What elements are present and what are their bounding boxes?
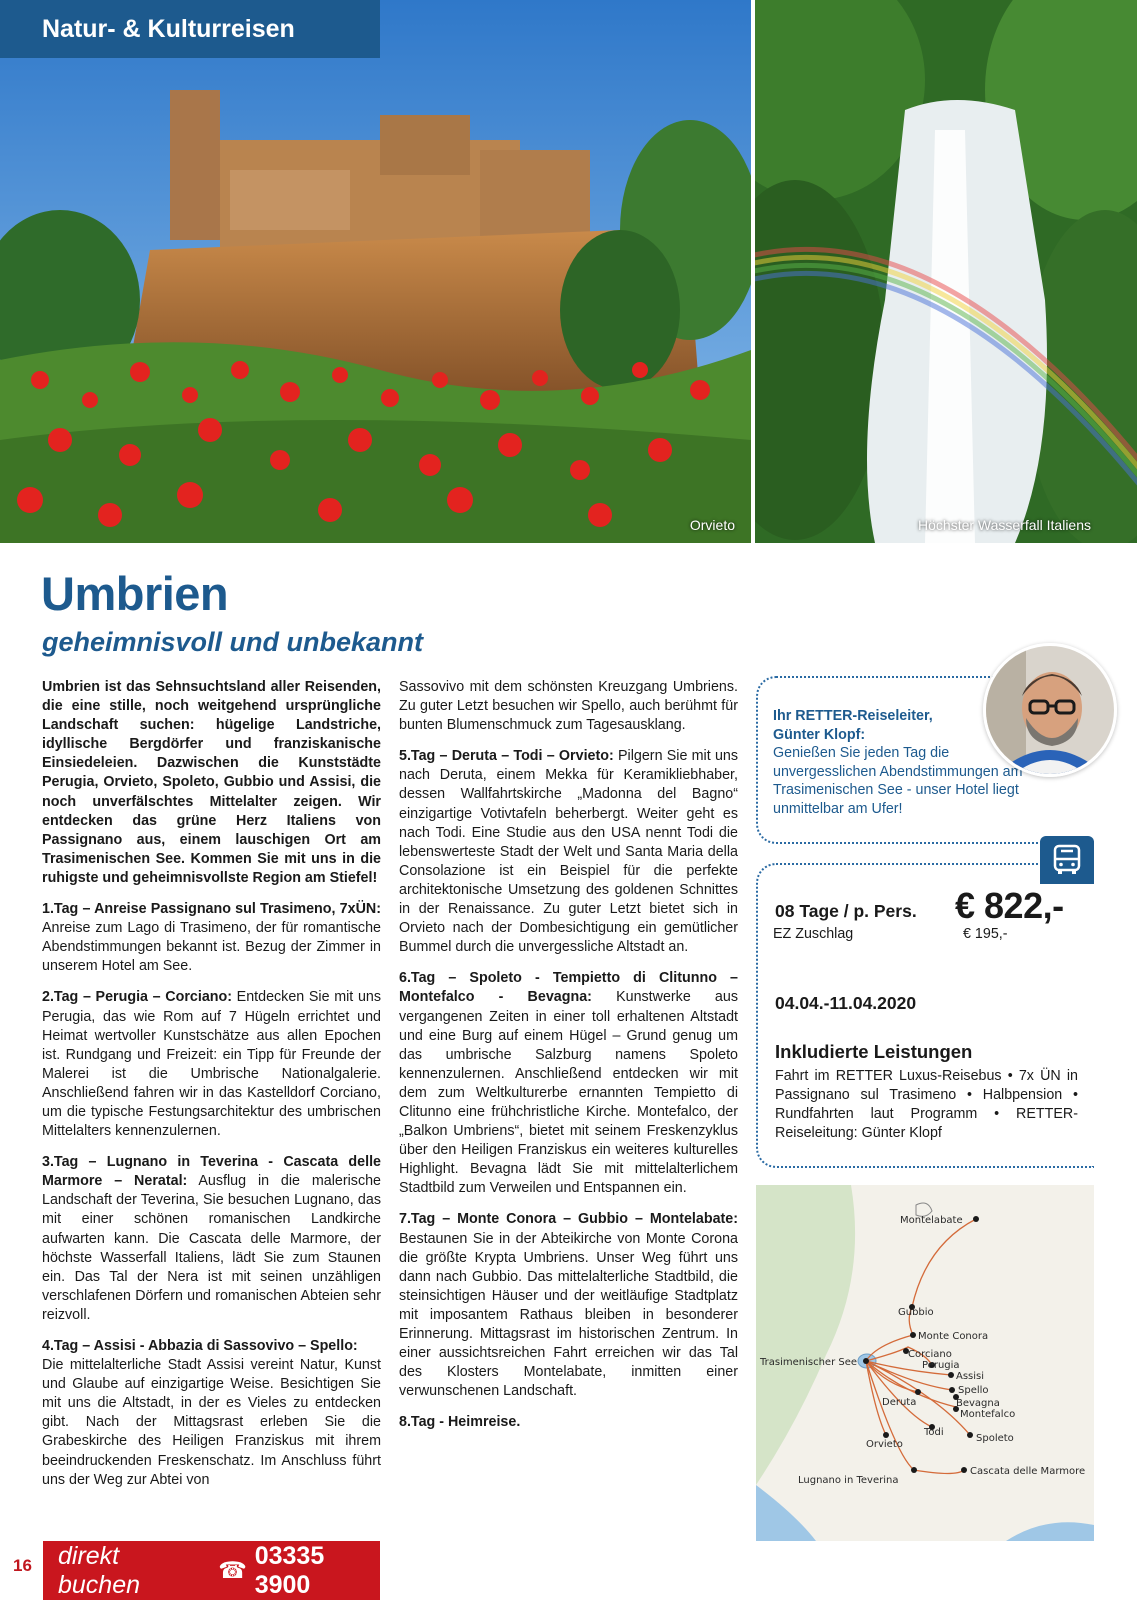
bus-icon bbox=[1040, 836, 1094, 884]
day-3 bbox=[42, 1153, 381, 1325]
day-8 bbox=[399, 1413, 738, 1432]
map-label-corciano: Corciano bbox=[908, 1349, 952, 1360]
day-4-text-part2: Sassovivo mit dem schönsten Kreuzgang Umbriens. Zu guter Letzt besuchen wir Spello, auch berühmt für bunten Blumenschmuck zum Tagesausklang. bbox=[399, 679, 738, 734]
day-4-heading: 4.Tag – Assisi - Abbazia di Sassovivo – Spello: bbox=[42, 1338, 358, 1354]
booking-bar[interactable] bbox=[43, 1541, 380, 1600]
text-column-2 bbox=[399, 678, 738, 1444]
text-column-1 bbox=[42, 678, 381, 1502]
map-label-deruta: Deruta bbox=[882, 1397, 917, 1408]
phone-icon: ☎ bbox=[218, 1557, 247, 1583]
map-label-montefalco: Montefalco bbox=[960, 1409, 1016, 1420]
map-label-cascata: Cascata delle Marmore bbox=[970, 1466, 1086, 1477]
day-5-heading: 5.Tag – Deruta – Todi – Orvieto: bbox=[399, 748, 614, 765]
category-banner: Natur- & Kulturreisen bbox=[0, 0, 380, 58]
day-8-heading: 8.Tag - Heimreise. bbox=[399, 1414, 521, 1431]
day-3-heading: 3.Tag – Lugnano in Teverina - Cascata delle Marmore – Neratal: bbox=[42, 1154, 381, 1190]
day-7-heading: 7.Tag – Monte Conora – Gubbio – Montelabate: bbox=[399, 1211, 738, 1228]
booking-label: direkt buchen bbox=[58, 1541, 141, 1599]
day-1-heading: 1.Tag – Anreise Passignano sul Trasimeno, 7xÜN: bbox=[42, 901, 381, 918]
day-2-text: Entdecken Sie mit uns Perugia, das wie Rom auf 7 Hügeln errichtet und Heimat wertvoller Kunstschätze aus allen Epochen ist. Rundgang und Freizeit: ein Tipp für Freunde der Malerei ist die Umbrische Nationalgalerie. Anschließend fahren wir in das Kastelldorf Corciano, um die typische Festungsarchitektur des umbrischen Mittelalters kennenzulernen. bbox=[42, 989, 381, 1140]
map-label-monte-conora: Monte Conora bbox=[918, 1331, 989, 1342]
page-number: 16 bbox=[13, 1556, 32, 1575]
map-label-orvieto: Orvieto bbox=[866, 1439, 903, 1450]
page-title: Umbrien bbox=[41, 567, 229, 620]
day-3-text: Ausflug in die malerische Landschaft der Teverina, Sie besuchen Lugnano, das mit einer schönen romanischen Landkirche aufwarten kann. Die Cascata delle Marmore, der höchste Wasserfall Italiens, lädt Sie zum Staunen ein. Das Tal der Nera ist mit seinen unzähligen verschlafenen Dörfern und romanischen Abteien sehr reizvoll. bbox=[42, 1173, 381, 1323]
day-4-continued bbox=[399, 678, 738, 735]
map-label-lugnano: Lugnano in Teverina bbox=[798, 1475, 899, 1486]
trip-price: € 822,- bbox=[955, 885, 1064, 926]
day-1-text: Anreise zum Lago di Trasimeno, der für romantische Abendstimmungen bekannt ist. Bezug der Zimmer in unserem Hotel am See. bbox=[42, 920, 381, 975]
day-7 bbox=[399, 1210, 738, 1401]
trip-duration: 08 Tage / p. Pers. bbox=[775, 901, 917, 921]
day-4 bbox=[42, 1337, 381, 1490]
map-label-perugia: Perugia bbox=[922, 1360, 960, 1371]
map-label-bevagna: Bevagna bbox=[956, 1398, 1000, 1409]
guide-avatar bbox=[983, 643, 1117, 777]
orvieto-photo bbox=[0, 0, 751, 543]
day-1 bbox=[42, 900, 381, 976]
single-supplement-label: EZ Zuschlag bbox=[773, 926, 854, 942]
map-label-montelabate: Montelabate bbox=[900, 1215, 963, 1226]
waterfall-photo bbox=[755, 0, 1137, 543]
guide-quote: Genießen Sie jeden Tag die unvergesslichen Abendstimmungen am Trasimenischen See - unser Hotel liegt unmittelbar am Ufer! bbox=[773, 745, 1023, 817]
map-label-todi: Todi bbox=[924, 1427, 944, 1438]
map-label-spoleto: Spoleto bbox=[976, 1433, 1014, 1444]
route-map bbox=[756, 1185, 1094, 1541]
booking-phone[interactable] bbox=[218, 1542, 380, 1600]
single-supplement-price: € 195,- bbox=[963, 926, 1008, 942]
day-6-text: Kunstwerke aus vergangenen Zeiten in einer toll erhaltenen Altstadt und eine Burg auf einem Hügel – Grund genug um das umbrische Salzburg namens Spoleto kennenzulernen. Anschließend entdecken wir mit dem zum Weltkulturerbe ernannten Tempietto di Clitunno eine frühchristliche Kirche. Montefalco, der „Balkon Umbriens“, bietet mit seinem Freskenzyklus über den Heiligen Franziskus ein weiteres kulturelles Highlight. Bevagna lädt Sie mit mittelalterlichem Stadtbild zum Verweilen und Entspannen ein. bbox=[399, 989, 738, 1197]
day-5-text: Pilgern Sie mit uns nach Deruta, einem Mekka für Keramikliebhaber, dessen Wallfahrtskirche „Madonna del Bagno“ einzigartige Votivtafeln beherbergt. Weiter geht es nach Todi. Eine Studie aus den USA nennt Todi die lebenswerteste Stadt der Welt und Santa Maria della Consolazione ist ein Beispiel für die perfekte architektonische Umsetzung des goldenen Schnittes in der Renaissance. Zu guter Letzt bietet sich in Orvieto nach der Dombesichtigung ein gemütlicher Bummel durch die unvergessliche Altstadt an. bbox=[399, 748, 738, 956]
guide-label: Ihr RETTER-Reiseleiter, bbox=[773, 708, 933, 724]
day-6 bbox=[399, 969, 738, 1198]
photo-caption-orvieto: Orvieto bbox=[689, 517, 735, 533]
day-6-heading: 6.Tag – Spoleto - Tempietto di Clitunno – Montefalco - Bevagna: bbox=[399, 970, 738, 1006]
included-services-heading: Inkludierte Leistungen bbox=[775, 1041, 973, 1062]
map-label-gubbio: Gubbio bbox=[898, 1307, 934, 1318]
intro-paragraph: Umbrien ist das Sehnsuchtsland aller Reisenden, die eine stille, noch weitgehend ursprüngliche Landschaft suchen: hügelige Landstriche, idyllische Bergdörfer und franziskanische Einsiedeleien. Dazwischen die Kunststädte Perugia, Orvieto, Spoleto, Gubbio und Assisi, die noch unverfälschtes Mittelalter zeigen. Wir entdecken das grüne Herz Italiens von Passignano aus, einem lauschigen Ort am Trasimenischen See. Kommen Sie mit uns in die ruhigste und geheimnisvollste Region am Stiefel! bbox=[42, 679, 381, 886]
guide-name: Günter Klopf: bbox=[773, 726, 866, 743]
map-label-assisi: Assisi bbox=[956, 1371, 985, 1382]
day-2 bbox=[42, 988, 381, 1141]
day-7-text: Bestaunen Sie in der Abteikirche von Monte Corona die größte Krypta Umbriens. Unser Weg führt uns dann nach Gubbio. Das mittelalterliche Stadtbild, die steinsichtigen Häuser und der weitläufige Stadtplatz mit imposantem Rathaus bleiben in besonderer Erinnerung. Mittagsrast im historischen Zentrum. In einer aussichtsreichen Fahrt erreichen wir das Tal des Klosters Montelabate, inmitten einer verwunschenen Landschaft. bbox=[399, 1230, 738, 1400]
map-label-spello: Spello bbox=[958, 1385, 989, 1396]
included-services-text: Fahrt im RETTER Luxus-Reisebus • 7x ÜN in Passignano sul Trasimeno • Halbpension • Rundfahrten laut Programm • RETTER-Reiseleitung: Günter Klopf bbox=[775, 1068, 1078, 1141]
photo-caption-waterfall: Höchster Wasserfall Italiens bbox=[918, 517, 1091, 533]
day-2-heading: 2.Tag – Perugia – Corciano: bbox=[42, 989, 232, 1006]
booking-phone-number[interactable]: 03335 3900 bbox=[254, 1541, 325, 1599]
day-5 bbox=[399, 747, 738, 957]
page-subtitle: geheimnisvoll und unbekannt bbox=[42, 627, 424, 657]
trip-date: 04.04.-11.04.2020 bbox=[775, 993, 917, 1013]
map-label-trasimenischer-see: Trasimenischer See bbox=[760, 1357, 858, 1368]
day-4-text-part1: Die mittelalterliche Stadt Assisi vereint Natur, Kunst und Glaube auf einzigartige Weise. Besichtigen Sie mit uns die Altstadt, in der es Vieles zu entdecken gibt. Nach der Mittagsrast erleben Sie die Grabeskirche des Heiligen Franziskus mit ihrem beeindruckenden Freskenschatz. Im Anschluss führt uns der Weg zur Abtei von bbox=[42, 1357, 381, 1488]
